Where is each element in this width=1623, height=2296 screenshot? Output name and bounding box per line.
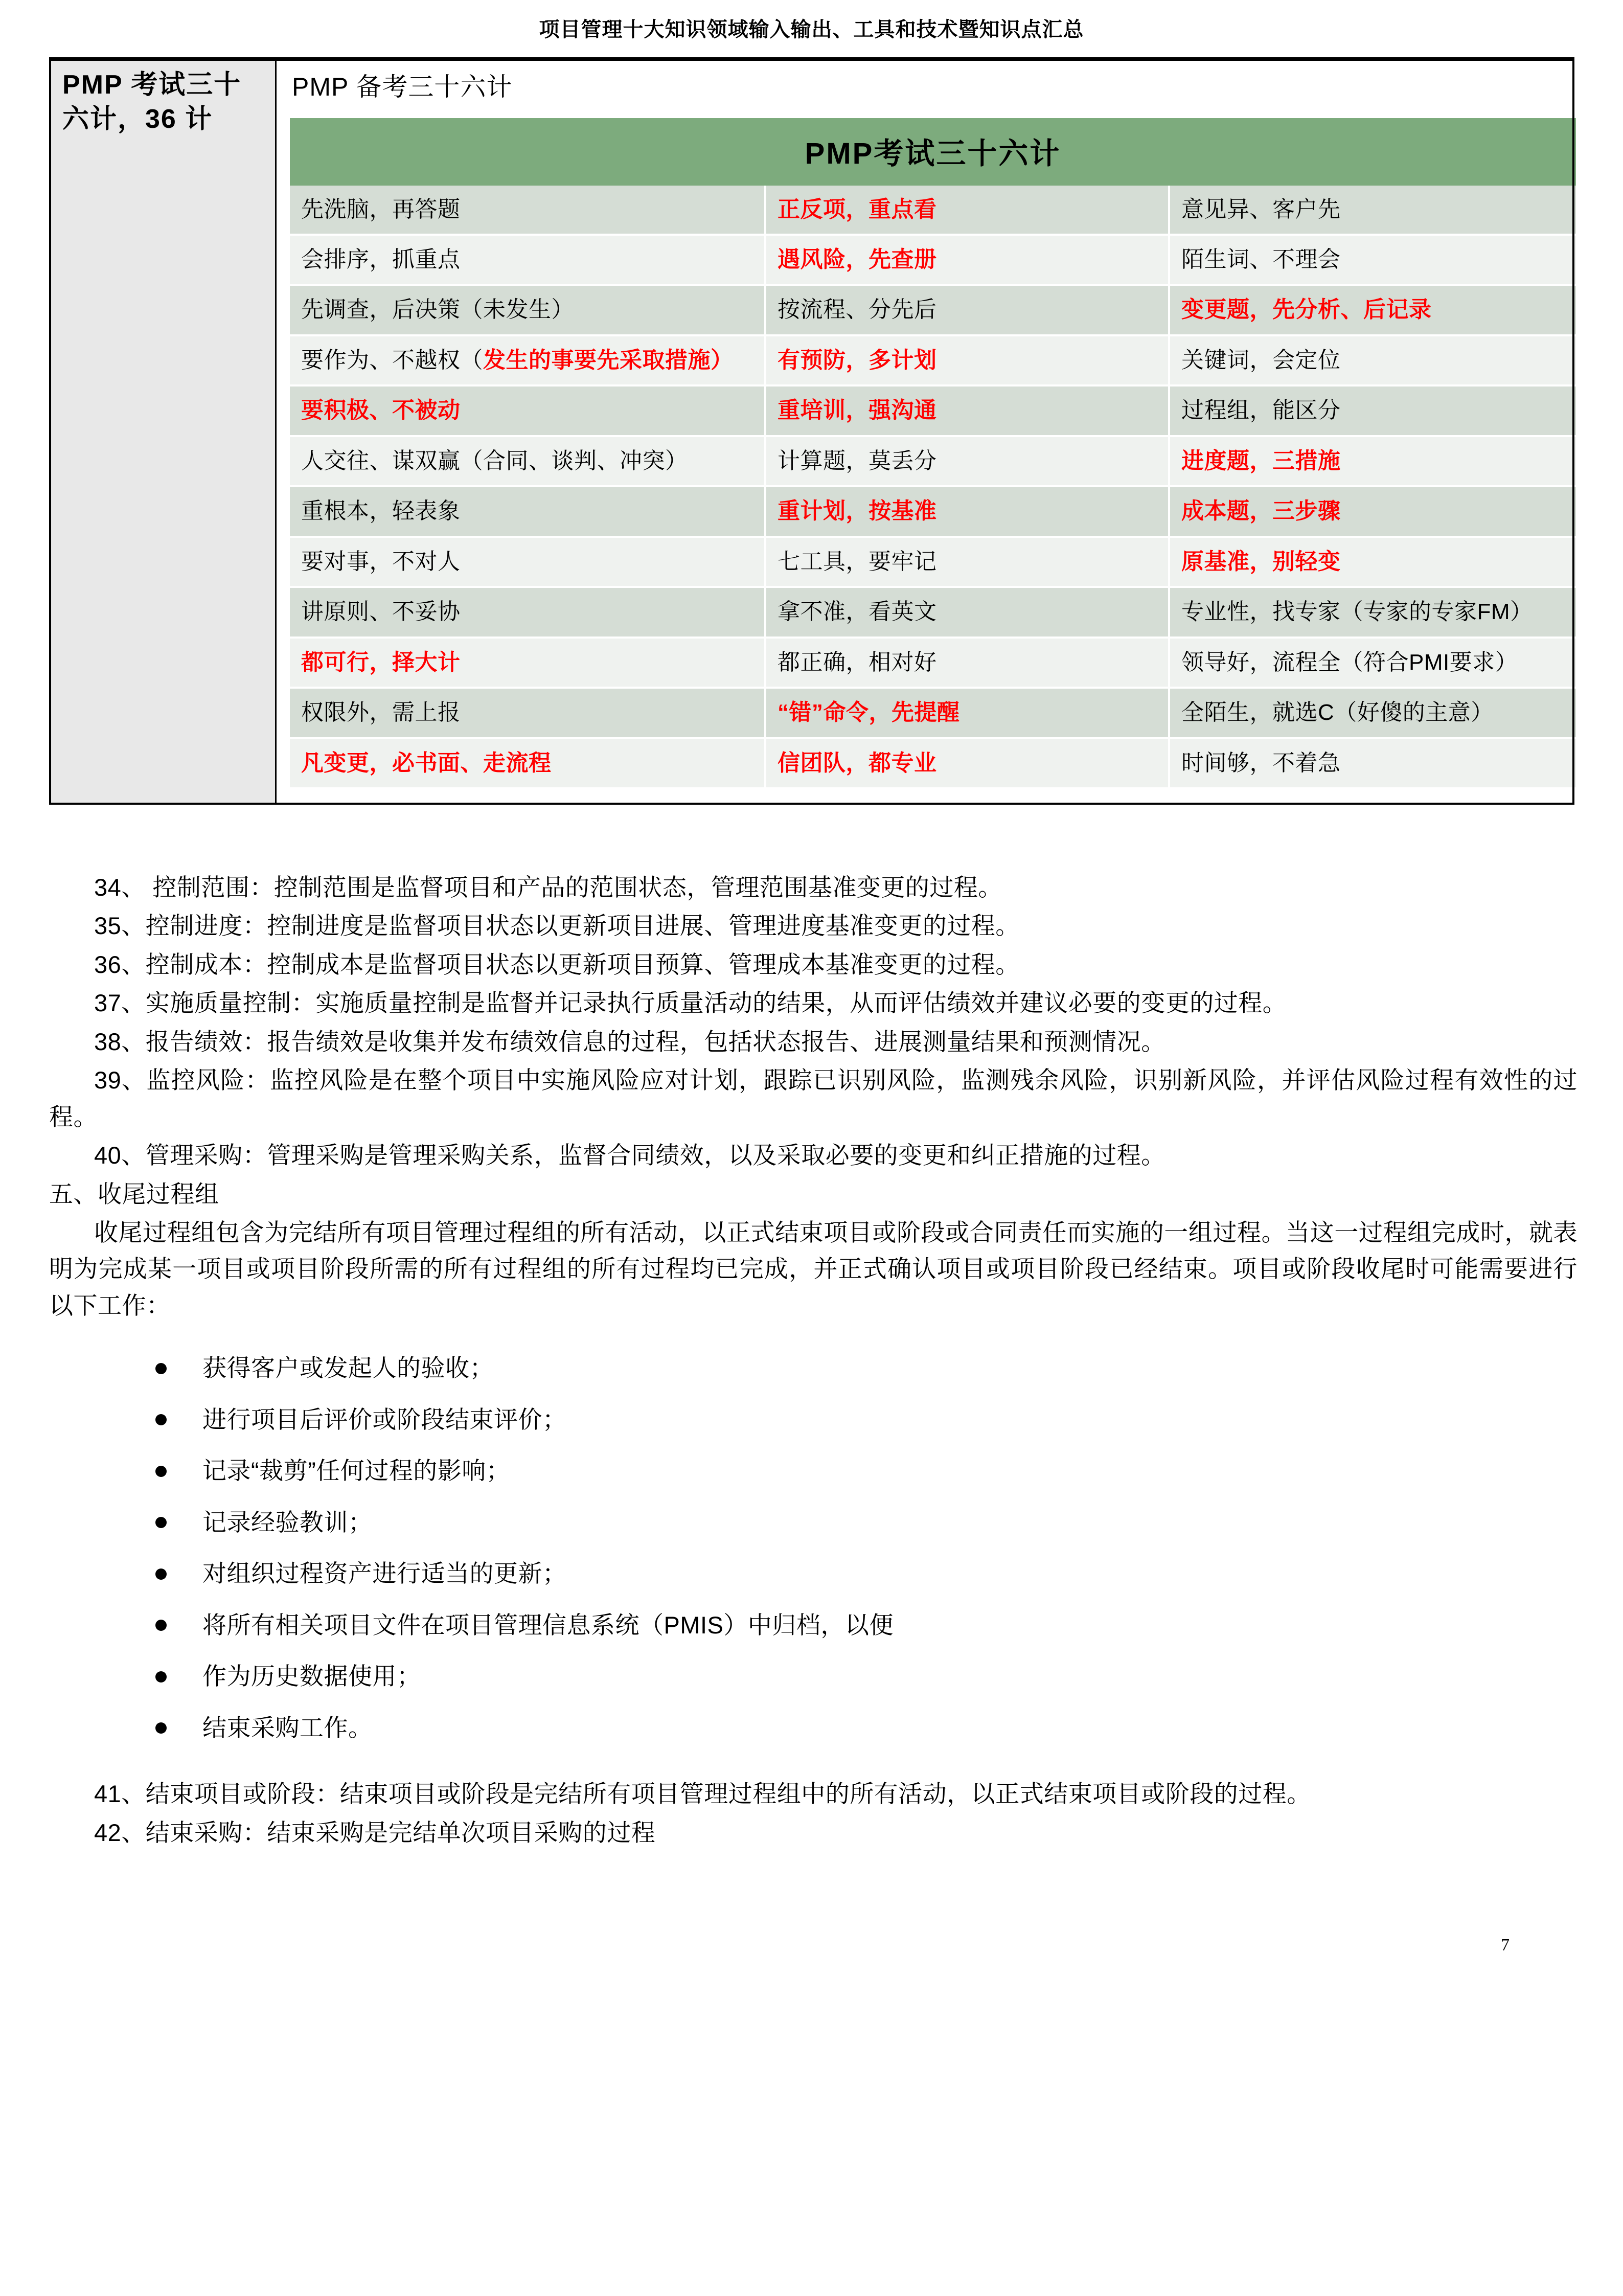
content-cell — [276, 59, 1574, 804]
outer-wrapper-table — [49, 57, 1574, 805]
closing-activities-list — [49, 1350, 1578, 1746]
closing-activity-label: 记录“裁剪”任何过程的影响； — [202, 1457, 511, 1485]
tips-cell-col3: 成本题，三步骤 — [1169, 486, 1576, 536]
tips-cell-col1: 凡变更，必书面、走流程 — [290, 738, 765, 788]
closing-activity-label: 进行项目后评价或阶段结束评价； — [202, 1405, 567, 1433]
tips-cell-col2: 重培训，强沟通 — [765, 385, 1169, 436]
bullet-dot-icon — [155, 1620, 167, 1631]
tips-cell-col1: 会排序，抓重点 — [290, 235, 765, 285]
tips-table-row — [290, 436, 1576, 486]
page-number: 7 — [1501, 1936, 1510, 1954]
document-running-header: 项目管理十大知识领域输入输出、工具和技术暨知识点汇总 — [539, 18, 1084, 41]
tips-cell-col3: 领导好，流程全（符合PMI要求） — [1169, 638, 1576, 688]
tips-cell-col2: 正反项，重点看 — [765, 186, 1169, 235]
tips-cell-col2: 都正确，相对好 — [765, 638, 1169, 688]
tips-cell-col1: 先洗脑，再答题 — [290, 186, 765, 235]
tips-cell-col2: 按流程、分先后 — [765, 285, 1169, 335]
tips-cell-col3: 陌生词、不理会 — [1169, 235, 1576, 285]
tips-table-row — [290, 738, 1576, 788]
numbered-item-41: 41、结束项目或阶段：结束项目或阶段是完结所有项目管理过程组中的所有活动，以正式结束项目或阶段的过程。 — [94, 1780, 1311, 1808]
tips-cell-col1: 要对事，不对人 — [290, 537, 765, 587]
numbered-item-42: 42、结束采购：结束采购是完结单次项目采购的过程 — [94, 1818, 656, 1846]
numbered-item-36: 36、控制成本：控制成本是监督项目状态以更新项目预算、管理成本基准变更的过程。 — [94, 950, 1020, 978]
tail-paragraphs — [49, 1776, 1578, 1851]
bullet-dot-icon — [155, 1517, 167, 1528]
tips-cell-col2: 计算题，莫丢分 — [765, 436, 1169, 486]
bullet-dot-icon — [155, 1722, 167, 1734]
closing-activity-item — [49, 1556, 1578, 1592]
tips-cell-col1 — [290, 335, 765, 385]
section-heading-closing-process-group: 五、收尾过程组 — [49, 1180, 219, 1208]
tips-cell-highlight-part: 发生的事要先采取措施） — [483, 347, 734, 373]
tips-cell-col2: “错”命令，先提醒 — [765, 688, 1169, 738]
tips-cell-col3: 原基准，别轻变 — [1169, 537, 1576, 587]
tips-cell-col3: 专业性，找专家（专家的专家FM） — [1169, 587, 1576, 637]
closing-activity-item — [49, 1402, 1578, 1438]
numbered-item-37: 37、实施质量控制：实施质量控制是监督并记录执行质量活动的结果，从而评估绩效并建议必要的变更的过程。 — [94, 989, 1287, 1017]
bullet-dot-icon — [155, 1568, 167, 1580]
tips-table-row — [290, 537, 1576, 587]
label-cell — [50, 59, 276, 804]
tips-table-row — [290, 688, 1576, 738]
label-cell-text: PMP 考试三十六计，36 计 — [62, 70, 242, 134]
tips-cell-col3: 全陌生，就选C（好傻的主意） — [1169, 688, 1576, 738]
closing-activity-item — [49, 1505, 1578, 1541]
closing-activity-label: 对组织过程资产进行适当的更新； — [202, 1560, 567, 1587]
tips-cell-plain-part: 要作为、不越权（ — [301, 347, 483, 373]
closing-activity-item — [49, 1658, 1578, 1695]
numbered-item-40: 40、管理采购：管理采购是管理采购关系，监督合同绩效，以及采取必要的变更和纠正措施的过程。 — [94, 1142, 1165, 1169]
tips-cell-col3: 意见异、客户先 — [1169, 186, 1576, 235]
tips-table-row — [290, 638, 1576, 688]
document-body — [49, 869, 1578, 1853]
tips-table-row — [290, 235, 1576, 285]
tips-cell-col2: 有预防，多计划 — [765, 335, 1169, 385]
closing-activity-label: 获得客户或发起人的验收； — [202, 1354, 494, 1382]
closing-activity-label: 记录经验教训； — [202, 1508, 373, 1536]
tips-table-body — [290, 186, 1576, 789]
tips-cell-col3: 关键词，会定位 — [1169, 335, 1576, 385]
outer-table-row — [50, 59, 1573, 804]
tips-cell-col3: 时间够，不着急 — [1169, 738, 1576, 788]
bullet-dot-icon — [155, 1466, 167, 1477]
tips-table-row — [290, 335, 1576, 385]
closing-activity-item — [49, 1607, 1578, 1644]
closing-activity-label: 将所有相关项目文件在项目管理信息系统（PMIS）中归档，以便 — [202, 1611, 894, 1639]
tips-cell-col1: 讲原则、不妥协 — [290, 587, 765, 637]
closing-activity-item — [49, 1350, 1578, 1386]
tips-cell-col1: 权限外，需上报 — [290, 688, 765, 738]
tips-table-header-row — [290, 118, 1576, 186]
numbered-item-34: 34、 控制范围：控制范围是监督项目和产品的范围状态，管理范围基准变更的过程。 — [94, 874, 1002, 901]
tips-table-title: PMP考试三十六计 — [290, 118, 1576, 186]
bullet-dot-icon — [155, 1414, 167, 1425]
tips-cell-col2: 七工具，要牢记 — [765, 537, 1169, 587]
tips-table-row — [290, 285, 1576, 335]
tips-table-row — [290, 385, 1576, 436]
bullet-dot-icon — [155, 1671, 167, 1683]
closing-activity-item — [49, 1710, 1578, 1746]
closing-activity-label: 作为历史数据使用； — [202, 1663, 421, 1690]
closing-activity-label: 结束采购工作。 — [202, 1714, 373, 1741]
content-caption: PMP 备考三十六计 — [292, 73, 513, 101]
bullet-dot-icon — [155, 1363, 167, 1374]
thirty-six-strategies-table — [290, 118, 1576, 790]
tips-table-row — [290, 486, 1576, 536]
tips-cell-col1: 人交往、谋双赢（合同、谈判、冲突） — [290, 436, 765, 486]
tips-cell-col2: 拿不准，看英文 — [765, 587, 1169, 637]
tips-cell-col2: 遇风险，先查册 — [765, 235, 1169, 285]
tips-table-row — [290, 186, 1576, 235]
tips-table-row — [290, 587, 1576, 637]
closing-activity-item — [49, 1453, 1578, 1489]
section-paragraph-closing-process-group: 收尾过程组包含为完结所有项目管理过程组的所有活动，以正式结束项目或阶段或合同责任而实施的一组过程。当这一过程组完成时，就表明为完成某一项目或项目阶段所需的所有过程组的所有过程均已完成，并正式确认项目或项目阶段已经结束。项目或阶段收尾时可能需要进行以下工作： — [49, 1218, 1578, 1319]
tips-cell-col2: 重计划，按基准 — [765, 486, 1169, 536]
numbered-item-35: 35、控制进度：控制进度是监督项目状态以更新项目进展、管理进度基准变更的过程。 — [94, 912, 1020, 940]
tips-cell-col1: 都可行，择大计 — [290, 638, 765, 688]
tips-cell-col3: 进度题，三措施 — [1169, 436, 1576, 486]
tips-cell-col1: 先调查，后决策（未发生） — [290, 285, 765, 335]
tips-cell-col3: 变更题，先分析、后记录 — [1169, 285, 1576, 335]
numbered-item-39: 39、监控风险：监控风险是在整个项目中实施风险应对计划，跟踪已识别风险，监测残余风险，识别新风险，并评估风险过程有效性的过程。 — [49, 1066, 1578, 1130]
tips-cell-col2: 信团队，都专业 — [765, 738, 1169, 788]
tips-cell-col1: 重根本，轻表象 — [290, 486, 765, 536]
numbered-item-38: 38、报告绩效：报告绩效是收集并发布绩效信息的过程，包括状态报告、进展测量结果和预测情况。 — [94, 1028, 1165, 1055]
tips-cell-col3: 过程组，能区分 — [1169, 385, 1576, 436]
tips-cell-col1: 要积极、不被动 — [290, 385, 765, 436]
